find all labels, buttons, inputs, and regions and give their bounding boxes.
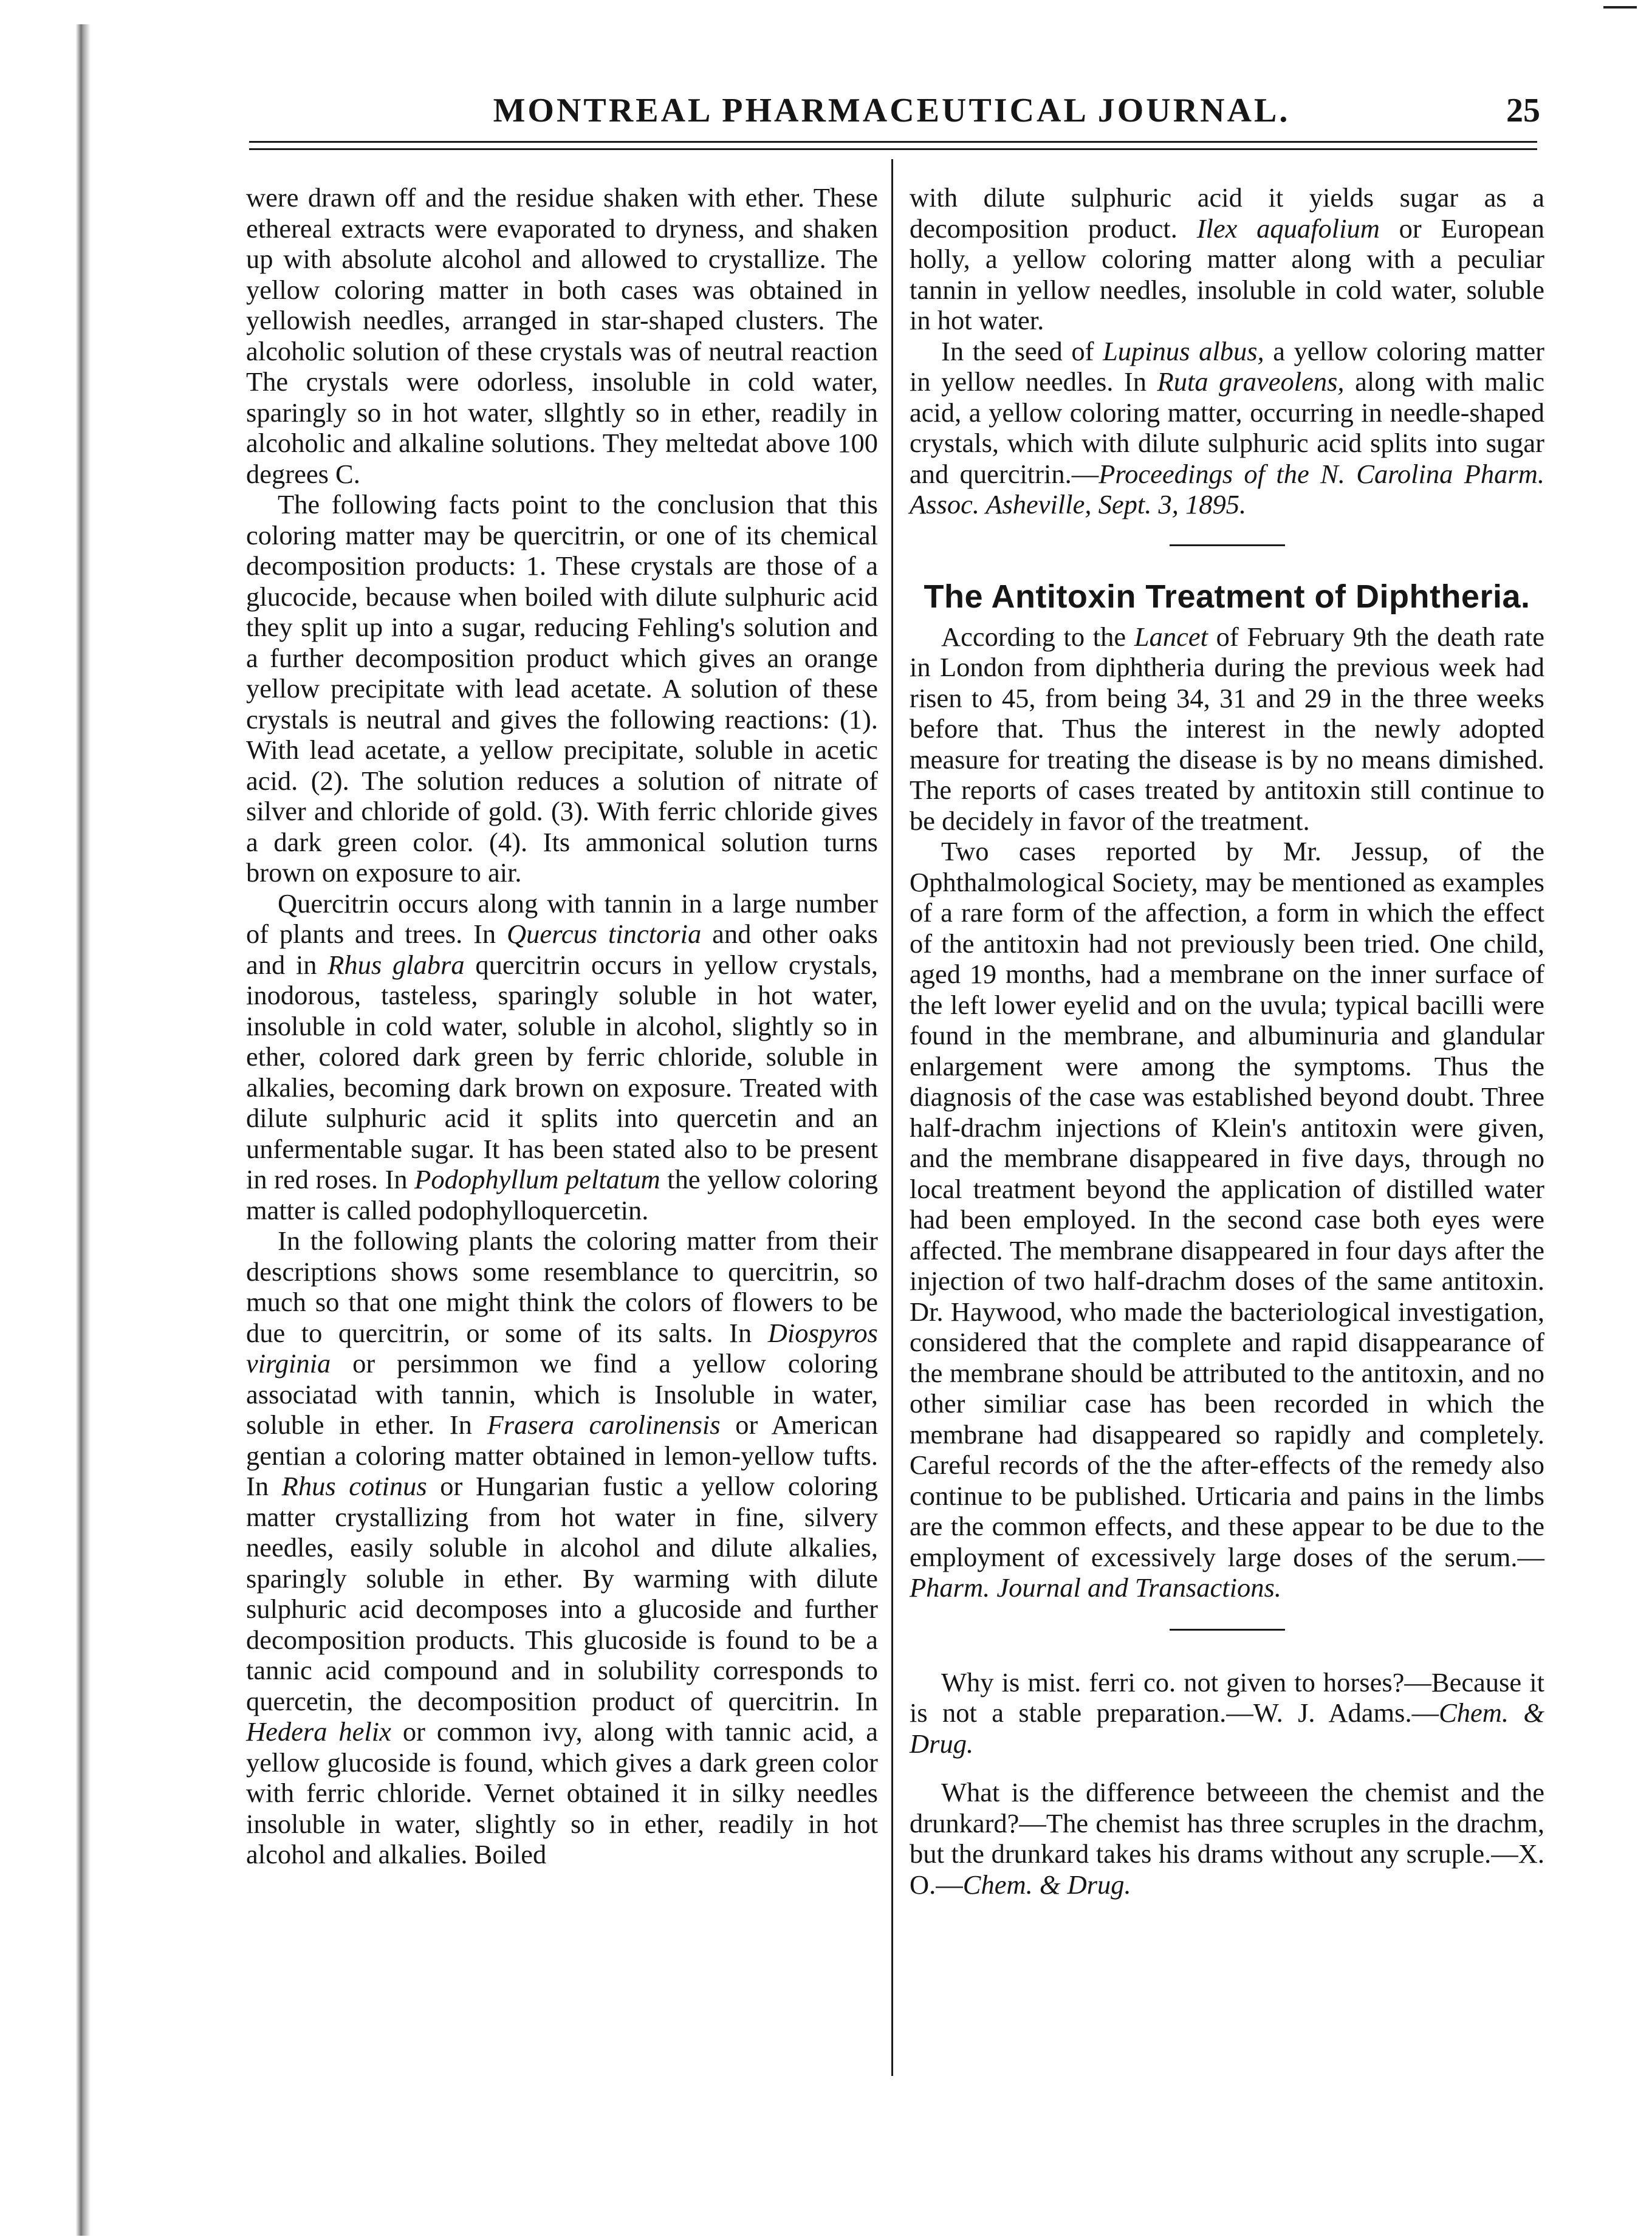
text-run: What is the difference betweeen the chemist and the drunkard?—The chemist has three scruples in the drachm, but the drunkard takes his drams without any scruple.—X. O.—: [910, 1777, 1544, 1900]
text-run: or Hungarian fustic a yellow coloring matter crystallizing from hot water in fine, silvery needles, easily soluble in alcohol and dilute alkalies, sparingly soluble in ether. By warming with dilute sulphuric acid decomposes into a glucoside and further decomposition products. This glucoside is found to be a tannic acid compound and in solubility corresponds to quercetin, the decomposition product of quercitrin. In: [246, 1471, 879, 1716]
paragraph: [246, 1225, 878, 1870]
text-run: with dilute sulphuric acid it yields sugar as a decomposition product.: [910, 182, 1544, 244]
text-run: the yellow coloring matter is called podophylloquercetin.: [246, 1164, 878, 1225]
paragraph: [910, 1667, 1544, 1759]
column-divider: [891, 159, 893, 2076]
qa-block: [910, 1667, 1544, 1900]
species-name: Ilex aquafolium: [1196, 213, 1380, 244]
publication-name: Lancet: [1134, 621, 1208, 652]
text-run: of February 9th the death rate in London from diphtheria during the previous week had risen to 45, from being 34, 31 and 29 in the three weeks before that. Thus the interest in the newly adopted measure for treating the disease is by no means dimished. The reports of cases treated by antitoxin still continue to be decidely in favor of the treatment.: [910, 621, 1544, 836]
text-run: In the following plants the coloring matter from their descriptions shows some resemblance to quercitrin, so much so that one might think the colors of flowers to be due to quercitrin, or some of its salts. In: [246, 1225, 878, 1348]
left-column: [246, 182, 878, 1870]
text-run: quercitrin occurs in yellow crystals, inodorous, tasteless, sparingly soluble in hot water, insoluble in cold water, soluble in alcohol, slightly so in ether, colored dark green by ferric chloride, soluble in alkalies, becoming dark brown on exposure. Treated with dilute sulphuric acid it splits into quercetin and an unfermentable sugar. It has been stated also to be present in red roses. In: [246, 949, 878, 1194]
header-rule-bottom: [249, 148, 1537, 150]
species-name: Lupinus albus,: [1103, 335, 1264, 366]
header-rule-top: [249, 141, 1537, 143]
citation: Chem. & Drug.: [962, 1869, 1131, 1900]
text-run: In the seed of: [941, 335, 1103, 366]
paragraph: [910, 182, 1544, 336]
citation: Chem. & Drug.: [910, 1697, 1545, 1759]
text-run: or European holly, a yellow coloring matter along with a peculiar tannin in yellow needles, insoluble in cold water, soluble in hot water.: [910, 213, 1544, 335]
text-run: Why is mist. ferri co. not given to horses?—Because it is not a stable preparation.—W. J. Adams.—: [910, 1666, 1544, 1728]
text-run: Two cases reported by Mr. Jessup, of the Ophthalmological Society, may be mentioned as examples of a rare form of the affection, a form in which the effect of the antitoxin had not previously been tried. One child, aged 19 months, had a membrane on the inner surface of the left lower eyelid and on the uvula; typical bacilli were found in the membrane, and albuminuria and glandular enlargement were among the symptoms. Thus the diagnosis of the case was established beyond doubt. Three half-drachm injections of Klein's antitoxin were given, and the membrane disappeared in five days, through no local treatment beyond the application of distilled water had been employed. In the second case both eyes were affected. The membrane disappeared in four days after the injection of two half-drachm doses of the same antitoxin. Dr. Haywood, who made the bacteriological investigation, considered that the complete and rapid disappearance of the membrane should be attributed to the antitoxin, and no other similiar case has been recorded in which the membrane had disappeared so rapidly and completely. Careful records of the the after-effects of the remedy also continue to be published. Urticaria and pains in the limbs are the common effects, and these appear to be due to the employment of excessively large doses of the serum.—: [910, 836, 1544, 1572]
species-name: Hedera helix: [246, 1716, 391, 1747]
species-name: Rhus glabra: [327, 949, 465, 980]
paragraph: [910, 622, 1544, 837]
text-run: or common ivy, along with tannic acid, a yellow glucoside is found, which gives a dark green color with ferric chloride. Vernet obtained it in silky needles insoluble in water, slightly so in ether, readily in hot alcohol and alkalies. Boiled: [246, 1716, 879, 1869]
citation: Pharm. Journal and Transactions.: [910, 1572, 1281, 1603]
corner-mark: [1603, 6, 1637, 9]
journal-title: MONTREAL PHARMACEUTICAL JOURNAL.: [493, 92, 1290, 129]
species-name: Frasera carolinensis: [487, 1409, 721, 1440]
species-name: Quercus tinctoria: [507, 919, 702, 949]
running-head: [231, 91, 1552, 134]
binding-edge: [61, 24, 103, 2236]
paragraph: The following facts point to the conclusion that this coloring matter may be quercitrin, or one of its chemical decomposition products: 1. These crystals are those of a glucocide, because when boiled with dilute sulphuric acid they split up into a sugar, reducing Fehling's solution and a further decomposition product which gives an orange yellow precipitate with lead acetate. A solution of these crystals is neutral and gives the following reactions: (1). With lead acetate, a yellow precipitate, soluble in acetic acid. (2). The solution reduces a solution of nitrate of silver and chloride of gold. (3). With ferric chloride gives a dark green color. (4). Its ammonical solution turns brown on exposure to air.: [246, 489, 878, 888]
text-run: along with malic acid, a yellow coloring matter, occurring in needle-shaped crystals, which with dilute sulphuric acid splits into sugar and quercitrin.—: [910, 366, 1544, 489]
paragraph: were drawn off and the residue shaken with ether. These ethereal extracts were evaporated to dryness, and shaken up with absolute alcohol and allowed to crystallize. The yellow coloring matter in both cases was obtained in yellowish needles, arranged in star-shaped clusters. The alcoholic solution of these crystals was of neutral reaction The crystals were odorless, insoluble in cold water, sparingly so in hot water, sllghtly so in ether, readily in alcoholic and alkaline solutions. They meltedat above 100 degrees C.: [246, 182, 878, 489]
species-name: Ruta graveolens,: [1157, 366, 1345, 397]
paragraph: [910, 1777, 1544, 1900]
species-name: Rhus cotinus: [281, 1471, 427, 1501]
paragraph: [910, 336, 1544, 520]
species-name: Podophyllum peltatum: [414, 1164, 660, 1194]
section-heading: The Antitoxin Treatment of Diphtheria.: [924, 578, 1530, 615]
text-run: or persimmon we find a yellow coloring associatad with tannin, which is Insoluble in water, soluble in ether. In: [246, 1348, 878, 1440]
paragraph: [246, 888, 878, 1226]
section-divider: [1170, 1629, 1285, 1631]
text-run: Quercitrin occurs along with tannin in a large number of plants and trees. In: [246, 888, 878, 949]
page-number: 25: [1506, 92, 1540, 129]
text-run: a yellow coloring matter in yellow needles. In: [910, 335, 1544, 397]
section-divider: [1170, 544, 1285, 546]
species-name: Diospyros virginia: [246, 1317, 878, 1379]
citation: Proceedings of the N. Carolina Pharm. Assoc. Asheville, Sept. 3, 1895.: [910, 458, 1545, 519]
paragraph: [910, 836, 1544, 1603]
text-run: and other oaks and in: [246, 919, 878, 980]
right-column: [910, 182, 1544, 1918]
text-run: or American gentian a coloring matter obtained in lemon-yellow tufts. In: [246, 1409, 878, 1501]
text-run: According to the: [941, 621, 1134, 652]
